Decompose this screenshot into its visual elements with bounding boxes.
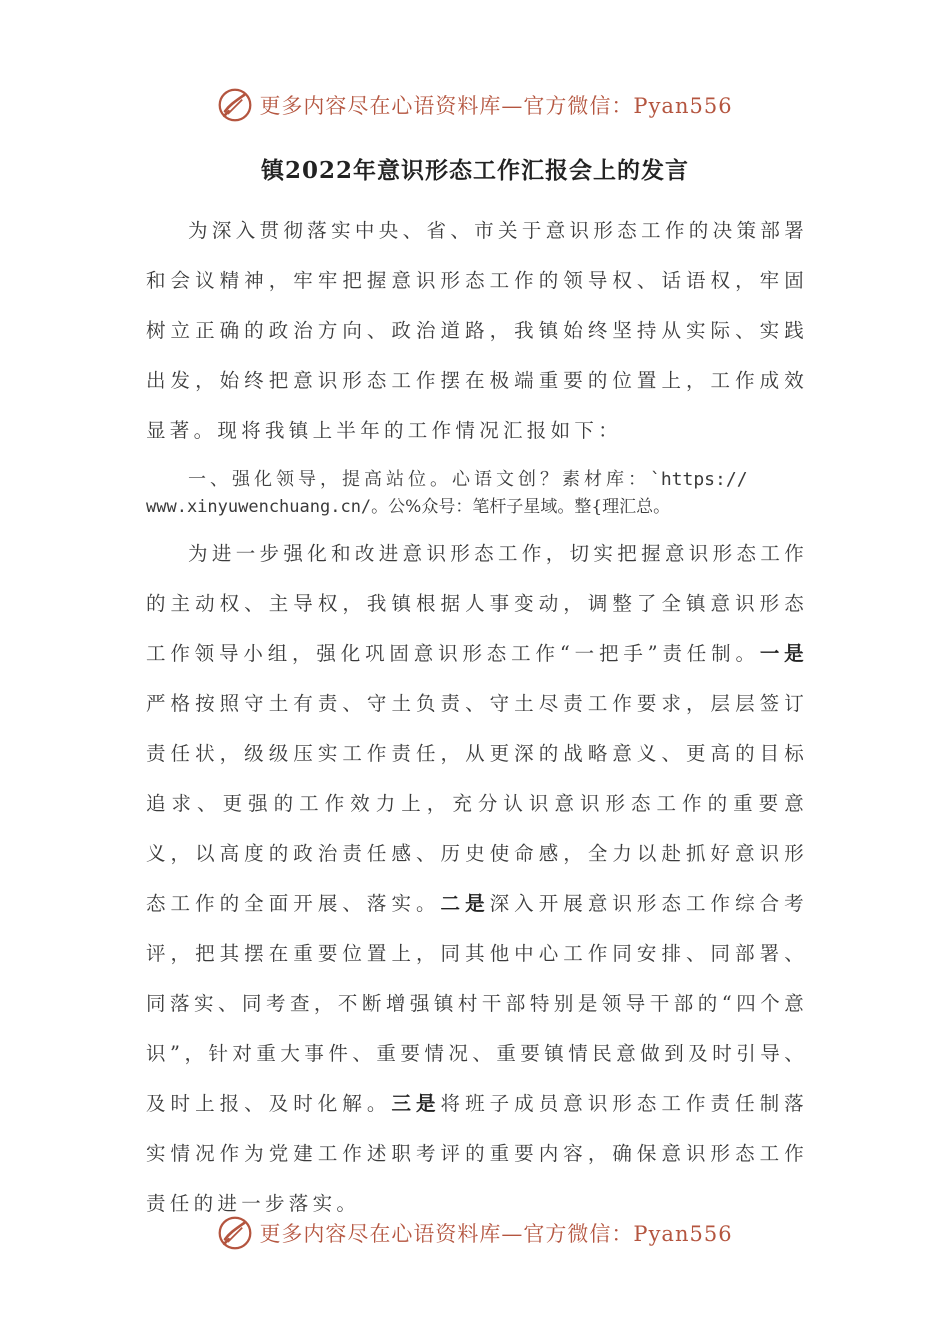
item2-text: 深入开展意识形态工作综合考评，把其摆在重要位置上，同其他中心工作同安排、同部署、同落实、同考查，不断增强镇村干部特别是领导干部的“四个意识”，针对重大事件、重要情况、重要镇情民意做到及时引导、及时上报、及时化解。 bbox=[146, 892, 808, 1115]
section-note-url-start: `https:// bbox=[650, 469, 748, 490]
section-note-prefix: 心语文创？素材库： bbox=[452, 469, 650, 490]
header-banner bbox=[0, 80, 950, 130]
pen-seal-logo-icon bbox=[217, 87, 253, 123]
footer-banner bbox=[0, 1208, 950, 1258]
item1-label: 一是 bbox=[759, 642, 808, 665]
document-title: 镇2022年意识形态工作汇报会上的发言 bbox=[260, 157, 689, 184]
header-banner-text: 更多内容尽在心语资料库—官方微信：Pyan556 bbox=[259, 94, 733, 118]
item3-label: 三是 bbox=[391, 1092, 441, 1115]
section-note-line bbox=[146, 494, 808, 520]
item2-label: 二是 bbox=[440, 892, 490, 915]
section-note-suffix: 。公%众号：笔杆子星域。整{理汇总。 bbox=[371, 497, 671, 517]
section-note-url: www.xinyuwenchuang.cn/ bbox=[146, 497, 372, 517]
intro-paragraph: 为深入贯彻落实中央、省、市关于意识形态工作的决策部署和会议精神，牢牢把握意识形态工作的领导权、话语权，牢固树立正确的政治方向、政治道路，我镇始终坚持从实际、实践出发，始终把意识形态工作摆在极端重要的位置上，工作成效显著。现将我镇上半年的工作情况汇报如下： bbox=[146, 219, 808, 442]
section-heading bbox=[146, 467, 808, 493]
item3-text: 将班子成员意识形态工作责任制落实情况作为党建工作述职考评的重要内容，确保意识形态工作责任的进一步落实。 bbox=[146, 1092, 808, 1215]
body-intro: 为进一步强化和改进意识形态工作，切实把握意识形态工作的主动权、主导权，我镇根据人事变动，调整了全镇意识形态工作领导小组，强化巩固意识形态工作“一把手”责任制。 bbox=[146, 542, 808, 665]
body-paragraph bbox=[146, 529, 808, 1229]
section-heading-text: 一、强化领导，提高站位。 bbox=[188, 469, 452, 490]
footer-banner-text: 更多内容尽在心语资料库—官方微信：Pyan556 bbox=[259, 1222, 733, 1246]
pen-seal-logo-icon bbox=[217, 1215, 253, 1251]
item1-text: 严格按照守土有责、守土负责、守土尽责工作要求，层层签订责任状，级级压实工作责任，从更深的战略意义、更高的目标追求、更强的工作效力上，充分认识意识形态工作的重要意义，以高度的政治责任感、历史使命感，全力以赴抓好意识形态工作的全面开展、落实。 bbox=[146, 692, 808, 915]
